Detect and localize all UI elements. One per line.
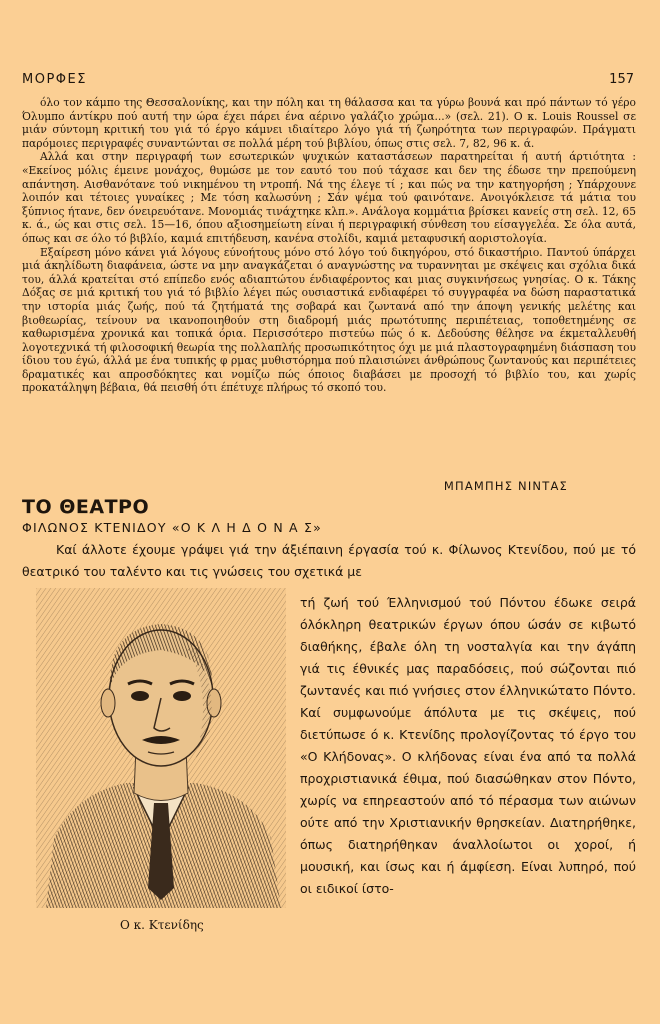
section-subtitle: ΦΙΛΩΝΟΣ ΚΤΕΝΙΔΟΥ «Ο Κ Λ Η Δ Ο Ν Α Σ» (22, 520, 322, 535)
review-paragraph-3: Εξαίρεση μόνο κάνει γιά λόγους εύνοήτους μόνο στό λόγο τού δικηγόρου, στό δικαστήριο. Παντού ύπάρχει μιά άκηλίδωτη διαφάνεια, ώστε να μην αναγκάζεται ό αναγνώστης να τυραννηται με σκέψεις και σχόλια δικά του, άλλά κρατείται στό επίπεδο ενός αδιαπτώτου ένδιαφέροντος και μιας συγκινήσεως γνησίας. Ο κ. Τάκης Δόξας σε μιά κριτική του γιά τό βιβλίο λέγει πώς ουσιαστικά ενδιαφέρει τό συγγραφέα να δώση παραστατικά την ιστορία μιάς ζωής, πού τά ζητήματά της σοβαρά και ζωντανά από την άποψη γενικής μελέτης και βιοθεωρίας, τείνουν να ικανοποιηθούν στη διαδρομή μιάς πρωτότυπης περιπέτειας, τοποθετημένης σε καθωρισμένα χρονικά και τοπικά όρια. Περισσότερο πιστεύω πώς ό κ. Δεδούσης θέλησε να έκμεταλλευθή λογοτεχνικά τή φιλοσοφική θεωρία της πολλαπλής προσωπικότητος όχι με μιά πλαστογραφημένη διάσπαση του ίδιου του έγώ, άλλά με ένα τυπικής φ ρμας μυθιστόρημα πού πλαισιώνει άνθρώπους ζωντανούς και περιπέτειες δραματικές και απροσδόκητες και νομίζω πώς όποιος διαβάσει με προσοχή τό βιβλίο του, και χωρίς προκατάληψη βέβαια, θά πεισθή ότι έπέτυχε πλήρως τό σκοπό του. (22, 245, 636, 395)
page-number: 157 (609, 72, 634, 87)
review-paragraph-2: Αλλά και στην περιγραφή των εσωτερικών ψυχικών καταστάσεων παρατηρείται ή αυτή άρτιότητα : «Εκείνος μόλις έμεινε μονάχος, θυμώσε με τον εαυτό του πού τάχασε και δεν της έδωσε την πρεπούμενη απάντηση. Αισθανότανε τού νικημένου τη ντροπή. Νά της έλεγε τί ; και πώς να την κατηγορήση ; Υπάρχουνε λοιπόν και τέτοιες γυναίκες ; Με τόση καλωσύνη ; Σάν ψέμα τού φαινότανε. Ανοιγόκλεισε τά μάτια του ξύπνιος ήτανε, δεν όνειρευότανε. Μονομιάς τινάχτηκε κλπ.». Ανάλογα κομμάτια βρίσκει κανείς στη σελ. 12, 65 κ. ά., ώς και στις σελ. 15—16, όπου αξιοσημείωτη είναι ή περιγραφική σύνθεση του είσαγγελέα. Σε όλα αυτά, όπως και σε όλο τό βιβλίο, καμιά επιτήδευση, κανένα στολίδι, καμιά μεταφυσική αοριστολογία. (22, 150, 636, 245)
portrait-image (36, 588, 286, 908)
theatre-column-text: τή ζωή τού Έλληνισμού τού Πόντου έδωκε σειρά όλόκληρη θεατρικών έργων όπου ώσάν σε κιβωτό διαθήκης, έβαλε όλη τη νοσταλγία και την άγάπη γιά τις έθνικές μας παραδόσεις, πού σώζονται πιό ζωντανές και πιό γνήσιες στον έλληνικώτατο Πόντο. Καί συμφωνούμε άπόλυτα με τις σκέψεις, πού διετύπωσε ό κ. Κτενίδης προλογίζοντας τό έργο του «Ο Κλήδονας». Ο κλήδονας είναι ένα από τα πολλά προχριστιανικά έθιμα, πού διασώθηκαν στον Πόντο, χωρίς να επηρεαστούν από τό πέρασμα των αιώνων ούτε από την Χριστιανικήν θρησκείαν. Διατηρήθηκε, όπως διατηρήθηκαν άναλλοίωτοι οι χοροί, ή μουσική, και ίσως και ή άμφίεση. Είναι λυπηρό, πού οι ειδικοί ίστο- (300, 595, 636, 896)
theatre-intro-text: Καί άλλοτε έχουμε γράψει γιά την άξιέπαινη έργασία τού κ. Φίλωνος Κτενίδου, πού με τό θεατρικό του ταλέντο και τις γνώσεις του σχετικά με (22, 542, 636, 579)
theatre-intro (22, 539, 636, 583)
review-paragraph-1: όλο τον κάμπο της Θεσσαλονίκης, και την πόλη και τη θάλασσα και τα γύρω βουνά και πρό πάντων τό γέρο Όλυμπο άντίκρυ πού αυτή την ώρα έχει πάρει ένα αέρινο γαλάζιο χρώμα...» (σελ. 21). Ο κ. Louis Roussel σε μιάν σύντομη κριτική του γιά τό έργο κάμνει ιδιαίτερο λόγο γιά τή ζωηρότητα των περιγραφών. Πράγματι παρόμοιες περιγραφές συναντώνται σε πολλά μέρη τού βιβλίου, όπως στις σελ. 7, 82, 96 κ. ά. (22, 96, 636, 150)
portrait-caption: Ο κ. Κτενίδης (120, 918, 204, 932)
portrait-engraving (36, 588, 286, 908)
theatre-column (300, 592, 636, 900)
section-title: ΤΟ ΘΕΑΤΡΟ (22, 496, 150, 518)
author-signature: ΜΠΑΜΠΗΣ ΝΙΝΤΑΣ (443, 479, 568, 493)
journal-name: ΜΟΡΦΕΣ (22, 72, 87, 87)
review-text (22, 96, 636, 395)
page-header (22, 72, 634, 92)
